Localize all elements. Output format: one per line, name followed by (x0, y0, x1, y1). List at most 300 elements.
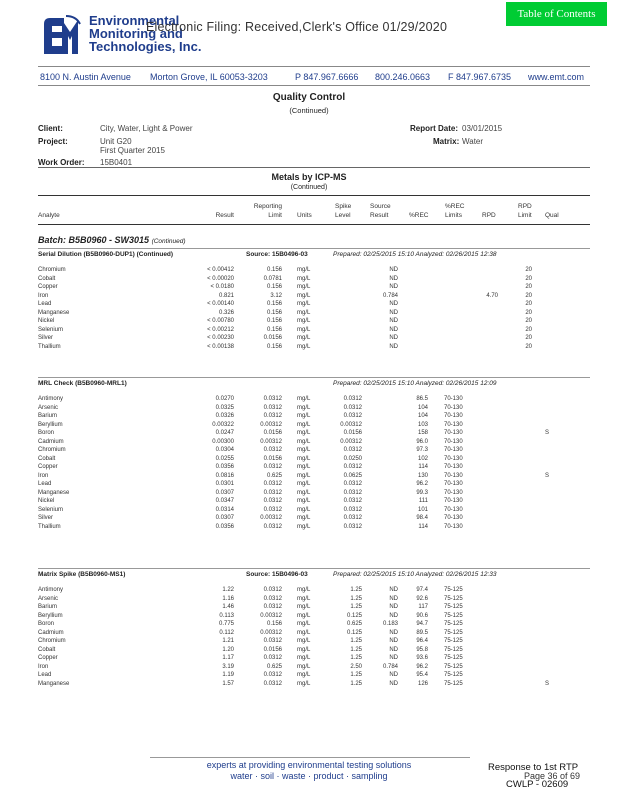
qc-section-prepared: Prepared: 02/25/2015 15:10 Analyzed: 02/26/2015 12:33 (333, 571, 497, 578)
cell-reporting-limit: 0.0312 (263, 464, 282, 470)
cell-rec-limits: 75-125 (444, 604, 463, 610)
cell-rec: 103 (417, 421, 428, 428)
cell-rec: 96.0 (416, 438, 428, 445)
cell-result: 0.0347 (215, 498, 234, 504)
cell-units: mg/L (297, 267, 311, 273)
cell-spike-level: 1.25 (350, 604, 362, 610)
cell-analyte: Chromium (38, 638, 66, 644)
cell-source-result: ND (389, 629, 398, 636)
cell-units: mg/L (297, 523, 311, 530)
cell-analyte: Beryllium (38, 612, 63, 619)
cell-reporting-limit: 0.0312 (263, 396, 282, 402)
cell-result: 0.775 (218, 621, 234, 627)
cell-rec-limits: 70-130 (444, 498, 463, 504)
cell-source-result: 0.784 (382, 663, 398, 670)
cell-source-result: ND (389, 318, 398, 324)
cell-result: 0.0304 (215, 447, 234, 453)
cell-analyte: Cadmium (38, 438, 64, 445)
cell-source-result: 0.183 (382, 621, 398, 627)
batch-title (38, 235, 186, 245)
cell-rec: 114 (418, 464, 428, 470)
cell-rec-limits: 75-125 (444, 646, 463, 653)
cell-analyte: Lead (38, 672, 52, 678)
col-source: Source (370, 203, 391, 210)
response-label: Response to 1st RTP (488, 762, 579, 773)
cell-reporting-limit: 0.0312 (263, 680, 282, 687)
cell-rec-limits: 70-130 (444, 506, 463, 513)
client-value: City, Water, Light & Power (100, 124, 193, 133)
cell-rec-limits: 75-125 (444, 663, 463, 670)
cell-result: 0.0247 (215, 430, 234, 436)
cell-spike-level: 0.625 (346, 621, 362, 627)
matrix-label: Matrix: (433, 137, 460, 146)
page-number: Page 36 of 69 (524, 771, 581, 781)
cell-spike-level: 0.0250 (343, 455, 362, 462)
cell-rec-limits: 70-130 (444, 464, 463, 470)
cell-rec: 111 (418, 498, 428, 504)
cell-rec: 97.3 (416, 447, 428, 453)
phone-tollfree: 800.246.0663 (375, 72, 431, 82)
cell-rec: 102 (417, 455, 428, 462)
cell-spike-level: 0.0312 (343, 404, 362, 411)
cell-spike-level: 0.0312 (343, 489, 362, 496)
col-limit: Limit (268, 212, 282, 219)
cell-result: 0.0356 (215, 464, 234, 470)
cell-analyte: Lead (38, 301, 52, 307)
cell-analyte: Barium (38, 413, 58, 419)
cell-spike-level: 0.0156 (343, 430, 362, 436)
cell-rec: 114 (418, 523, 428, 530)
cell-units: mg/L (297, 396, 311, 402)
cell-spike-level: 0.00312 (340, 421, 362, 428)
page-title: Quality Control (272, 92, 346, 103)
cell-spike-level: 0.0625 (343, 472, 362, 479)
cell-rpd-limit: 20 (525, 309, 532, 316)
cell-rec-limits: 70-130 (444, 404, 463, 411)
cell-analyte: Thallium (38, 343, 61, 350)
cell-rec-limits: 75-125 (444, 638, 463, 644)
cell-reporting-limit: 0.00312 (260, 612, 282, 619)
col-analyte: Analyte (38, 212, 60, 219)
cell-rec-limits: 70-130 (444, 421, 463, 428)
cell-spike-level: 0.125 (346, 629, 362, 636)
cell-reporting-limit: 0.156 (266, 621, 282, 627)
cell-reporting-limit: 0.156 (266, 301, 282, 307)
divider (38, 224, 590, 225)
batch-id: Batch: B5B0960 - SW3015 (38, 235, 150, 245)
cell-rec-limits: 70-130 (444, 489, 463, 496)
cell-rec: 92.6 (416, 595, 428, 602)
cell-reporting-limit: 0.0312 (263, 638, 282, 644)
cell-rec-limits: 70-130 (444, 472, 463, 479)
cell-rpd-limit: 20 (525, 275, 532, 282)
company-line-2: Monitoring and (89, 26, 183, 41)
qc-section-header (0, 380, 618, 390)
cell-rpd-limit: 20 (525, 284, 532, 290)
matrix-value: Water (462, 137, 484, 146)
cell-rec-limits: 75-125 (444, 672, 463, 678)
cell-source-result: ND (389, 604, 398, 610)
cell-rec: 101 (417, 506, 428, 513)
client-label: Client: (38, 124, 63, 133)
report-date-value: 03/01/2015 (462, 124, 503, 133)
cell-analyte: Iron (38, 292, 49, 299)
cell-qual: S (545, 680, 550, 687)
qc-section-name: MRL Check (B5B0960-MRL1) (38, 380, 127, 387)
section-subtitle: (Continued) (290, 184, 328, 191)
cell-rpd-limit: 20 (525, 343, 532, 350)
cell-rec: 104 (417, 413, 428, 419)
divider (38, 85, 590, 86)
address: 8100 N. Austin Avenue (40, 72, 131, 82)
col-rec: %REC (409, 212, 429, 219)
cell-units: mg/L (297, 506, 311, 513)
cell-reporting-limit: 0.0781 (263, 275, 282, 282)
cell-units: mg/L (297, 646, 311, 653)
cell-units: mg/L (297, 629, 311, 636)
cell-analyte: Antimony (38, 587, 64, 593)
table-row (0, 344, 618, 354)
cell-qual: S (545, 430, 550, 436)
cell-rec: 96.2 (416, 481, 428, 487)
website: www.emt.com (528, 72, 585, 82)
cell-analyte: Manganese (38, 680, 70, 687)
cell-result: < 0.00140 (207, 301, 234, 307)
cell-rec: 99.3 (416, 489, 428, 496)
cell-result: 0.326 (218, 309, 234, 316)
cell-result: < 0.00138 (207, 343, 234, 350)
cell-spike-level: 1.25 (350, 646, 362, 653)
cell-analyte: Nickel (38, 318, 55, 324)
cell-units: mg/L (297, 638, 311, 644)
cell-units: mg/L (297, 604, 311, 610)
cell-reporting-limit: 0.00312 (260, 421, 282, 428)
cell-reporting-limit: 0.0312 (263, 506, 282, 513)
cell-analyte: Boron (38, 621, 55, 627)
cell-rec: 126 (417, 680, 428, 687)
cell-source-result: ND (389, 638, 398, 644)
cell-analyte: Silver (38, 335, 54, 341)
cell-units: mg/L (297, 455, 311, 462)
report-date-label: Report Date: (410, 124, 459, 133)
cell-result: 1.16 (222, 595, 234, 602)
cell-spike-level: 1.25 (350, 638, 362, 644)
col-rpd: RPD (482, 212, 496, 219)
cell-units: mg/L (297, 301, 311, 307)
cell-spike-level: 0.0312 (343, 481, 362, 487)
cell-source-result: ND (389, 309, 398, 316)
cell-rec-limits: 70-130 (444, 447, 463, 453)
cell-spike-level: 1.25 (350, 587, 362, 593)
cell-source-result: ND (389, 587, 398, 593)
cell-units: mg/L (297, 587, 311, 593)
cell-reporting-limit: 0.625 (266, 472, 282, 479)
qc-section-prepared: Prepared: 02/25/2015 15:10 Analyzed: 02/26/2015 12:38 (333, 251, 497, 258)
cell-result: 1.46 (222, 604, 234, 610)
cell-rec-limits: 75-125 (444, 595, 463, 602)
col-rpd-limit-1: RPD (518, 203, 532, 210)
table-of-contents-link[interactable]: Table of Contents (506, 2, 607, 26)
cell-rec-limits: 70-130 (444, 455, 463, 462)
cell-result: 1.20 (222, 646, 234, 653)
cell-result: 0.0307 (215, 489, 234, 496)
cell-reporting-limit: 0.156 (266, 267, 282, 273)
cell-units: mg/L (297, 489, 311, 496)
cell-rpd-limit: 20 (525, 301, 532, 307)
cell-rec: 95.8 (416, 646, 428, 653)
cell-units: mg/L (297, 335, 311, 341)
col-result: Result (215, 212, 234, 219)
cell-result: 3.19 (222, 663, 234, 670)
cell-analyte: Copper (38, 284, 58, 290)
cell-rec: 130 (417, 472, 428, 479)
cell-result: 1.57 (222, 680, 234, 687)
cell-result: < 0.00780 (207, 318, 234, 324)
cell-reporting-limit: 0.00312 (260, 438, 282, 445)
col-qual: Qual (545, 212, 559, 219)
cell-reporting-limit: 0.0312 (263, 604, 282, 610)
qc-section-header (0, 251, 618, 261)
cell-spike-level: 0.0312 (343, 413, 362, 419)
cell-reporting-limit: 0.0156 (263, 335, 282, 341)
cell-units: mg/L (297, 343, 311, 350)
cell-units: mg/L (297, 655, 311, 661)
cell-analyte: Thallium (38, 523, 61, 530)
cell-source-result: ND (389, 655, 398, 661)
cell-source-result: ND (389, 595, 398, 602)
cell-reporting-limit: 0.156 (266, 326, 282, 333)
cell-analyte: Cobalt (38, 455, 56, 462)
section-divider (38, 568, 590, 569)
qc-section-prepared: Prepared: 02/25/2015 15:10 Analyzed: 02/26/2015 12:09 (333, 380, 497, 387)
cell-result: < 0.00020 (207, 275, 234, 282)
cell-spike-level: 0.0312 (343, 447, 362, 453)
cell-units: mg/L (297, 413, 311, 419)
cell-source-result: ND (389, 326, 398, 333)
cell-source-result: ND (389, 680, 398, 687)
cell-source-result: 0.784 (382, 292, 398, 299)
cell-reporting-limit: 0.625 (266, 663, 282, 670)
cell-analyte: Cadmium (38, 629, 64, 636)
cell-result: 1.17 (222, 655, 234, 661)
cell-rpd-limit: 20 (525, 318, 532, 324)
section-divider (38, 248, 590, 249)
cell-result: 1.22 (222, 587, 234, 593)
cell-reporting-limit: 0.156 (266, 309, 282, 316)
cell-analyte: Antimony (38, 396, 64, 402)
cell-spike-level: 0.0312 (343, 396, 362, 402)
project-value: Unit G20 (100, 137, 132, 146)
cell-units: mg/L (297, 326, 311, 333)
cell-analyte: Barium (38, 604, 58, 610)
cell-reporting-limit: 0.0312 (263, 672, 282, 678)
cell-analyte: Nickel (38, 498, 55, 504)
cell-reporting-limit: 0.0312 (263, 481, 282, 487)
qc-section-source: Source: 15B0496-03 (246, 571, 308, 578)
footer-divider (150, 757, 470, 758)
cell-units: mg/L (297, 621, 311, 627)
cell-reporting-limit: 0.156 (266, 284, 282, 290)
table-row (0, 524, 618, 534)
cell-units: mg/L (297, 464, 311, 470)
cell-rpd-limit: 20 (525, 292, 532, 299)
cell-reporting-limit: 0.00312 (260, 629, 282, 636)
cell-units: mg/L (297, 404, 311, 411)
cell-rec-limits: 75-125 (444, 621, 463, 627)
cell-spike-level: 1.25 (350, 595, 362, 602)
divider (38, 167, 590, 168)
cell-units: mg/L (297, 663, 311, 670)
cell-result: 0.00322 (212, 421, 234, 428)
page-subtitle: (Continued) (289, 106, 329, 115)
cell-result: 0.0255 (215, 455, 234, 462)
cell-reporting-limit: 0.156 (266, 343, 282, 350)
table-row (0, 681, 618, 691)
cell-rec-limits: 75-125 (444, 629, 463, 636)
cell-analyte: Arsenic (38, 595, 59, 602)
col-units: Units (297, 212, 312, 219)
cell-spike-level: 0.0312 (343, 464, 362, 470)
cell-analyte: Selenium (38, 326, 64, 333)
cell-result: 0.0314 (215, 506, 234, 513)
cell-result: 1.19 (222, 672, 234, 678)
cell-rec: 96.4 (416, 638, 428, 644)
cell-analyte: Copper (38, 464, 58, 470)
cell-units: mg/L (297, 680, 311, 687)
phone: P 847.967.6666 (295, 72, 359, 82)
cell-reporting-limit: 0.0312 (263, 523, 282, 530)
cell-reporting-limit: 0.0312 (263, 404, 282, 411)
cell-analyte: Manganese (38, 309, 70, 316)
cell-units: mg/L (297, 498, 311, 504)
cell-rpd-limit: 20 (525, 267, 532, 273)
cell-result: 0.0301 (215, 481, 234, 487)
cell-result: 0.0356 (215, 523, 234, 530)
cell-analyte: Beryllium (38, 421, 63, 428)
footer-tagline: experts at providing environmental testing solutions (206, 760, 412, 770)
section-divider (38, 377, 590, 378)
section-title: Metals by ICP-MS (271, 172, 347, 182)
cell-analyte: Iron (38, 472, 49, 479)
project-label: Project: (38, 137, 68, 146)
cell-spike-level: 1.25 (350, 672, 362, 678)
cell-spike-level: 0.0312 (343, 523, 362, 530)
cell-result: < 0.00412 (207, 267, 234, 273)
cell-units: mg/L (297, 472, 311, 479)
cell-reporting-limit: 0.0312 (263, 447, 282, 453)
cell-analyte: Chromium (38, 447, 66, 453)
cell-units: mg/L (297, 438, 311, 445)
cell-analyte: Arsenic (38, 404, 59, 411)
company-line-1: Environmental (89, 13, 180, 28)
cell-rec-limits: 70-130 (444, 481, 463, 487)
cell-reporting-limit: 0.0312 (263, 587, 282, 593)
cell-result: 0.0325 (215, 404, 234, 411)
cell-source-result: ND (389, 335, 398, 341)
emt-logo (40, 14, 84, 56)
cell-rec: 95.4 (416, 672, 428, 678)
cell-units: mg/L (297, 421, 311, 428)
cell-units: mg/L (297, 275, 311, 282)
divider (38, 195, 590, 196)
cell-analyte: Selenium (38, 506, 64, 513)
cell-result: 1.21 (222, 638, 234, 644)
cell-rec: 117 (418, 604, 428, 610)
cell-reporting-limit: 0.0312 (263, 498, 282, 504)
cell-rec: 104 (417, 404, 428, 411)
cell-reporting-limit: 0.0312 (263, 413, 282, 419)
workorder-label: Work Order: (38, 158, 85, 167)
col-source-result: Result (370, 212, 389, 219)
cell-rec-limits: 70-130 (444, 413, 463, 419)
cell-rec: 89.5 (416, 629, 428, 636)
cell-units: mg/L (297, 284, 311, 290)
cell-rpd: 4.70 (486, 292, 498, 299)
cell-source-result: ND (389, 672, 398, 678)
cell-reporting-limit: 0.00312 (260, 515, 282, 521)
cell-qual: S (545, 472, 550, 479)
cell-result: 0.0816 (215, 472, 234, 479)
cell-analyte: Manganese (38, 489, 70, 496)
cell-rec-limits: 70-130 (444, 430, 463, 436)
cell-reporting-limit: 0.0312 (263, 489, 282, 496)
col-rec-limits-2: Limits (445, 212, 462, 219)
cell-result: 0.0307 (215, 515, 234, 521)
cell-source-result: ND (389, 275, 398, 282)
divider (38, 66, 590, 67)
cell-result: 0.821 (218, 292, 234, 299)
cell-units: mg/L (297, 309, 311, 316)
qc-section-source: Source: 15B0496-03 (246, 251, 308, 258)
city: Morton Grove, IL 60053-3203 (150, 72, 268, 82)
cell-result: 0.0270 (215, 396, 234, 402)
cell-reporting-limit: 0.0156 (263, 430, 282, 436)
col-level: Level (335, 212, 351, 219)
cell-units: mg/L (297, 515, 311, 521)
cell-units: mg/L (297, 430, 311, 436)
cell-rec: 93.6 (416, 655, 428, 661)
cell-units: mg/L (297, 481, 311, 487)
cell-source-result: ND (389, 646, 398, 653)
batch-note: (Continued) (151, 238, 186, 245)
cell-rec: 97.4 (416, 587, 428, 593)
cell-reporting-limit: 0.0156 (263, 646, 282, 653)
company-line-3: Technologies, Inc. (89, 39, 202, 54)
cell-units: mg/L (297, 292, 311, 299)
bates-number: CWLP - 02609 (506, 779, 569, 790)
cell-rec-limits: 70-130 (444, 396, 463, 402)
cell-result: < 0.0180 (210, 284, 234, 290)
cell-spike-level: 0.0312 (343, 515, 362, 521)
cell-source-result: ND (389, 612, 398, 619)
fax: F 847.967.6735 (448, 72, 512, 82)
cell-spike-level: 0.125 (346, 612, 362, 619)
cell-rec: 94.7 (416, 621, 428, 627)
cell-result: 0.113 (219, 612, 234, 619)
cell-reporting-limit: 0.0312 (263, 655, 282, 661)
cell-analyte: Silver (38, 515, 54, 521)
cell-units: mg/L (297, 612, 311, 619)
cell-analyte: Boron (38, 430, 55, 436)
cell-rec-limits: 70-130 (444, 515, 463, 521)
col-spike: Spike (335, 203, 352, 210)
cell-analyte: Lead (38, 481, 52, 487)
cell-units: mg/L (297, 595, 311, 602)
cell-reporting-limit: 0.0156 (263, 455, 282, 462)
cell-source-result: ND (389, 267, 398, 273)
cell-analyte: Iron (38, 663, 49, 670)
cell-rec-limits: 70-130 (444, 523, 463, 530)
